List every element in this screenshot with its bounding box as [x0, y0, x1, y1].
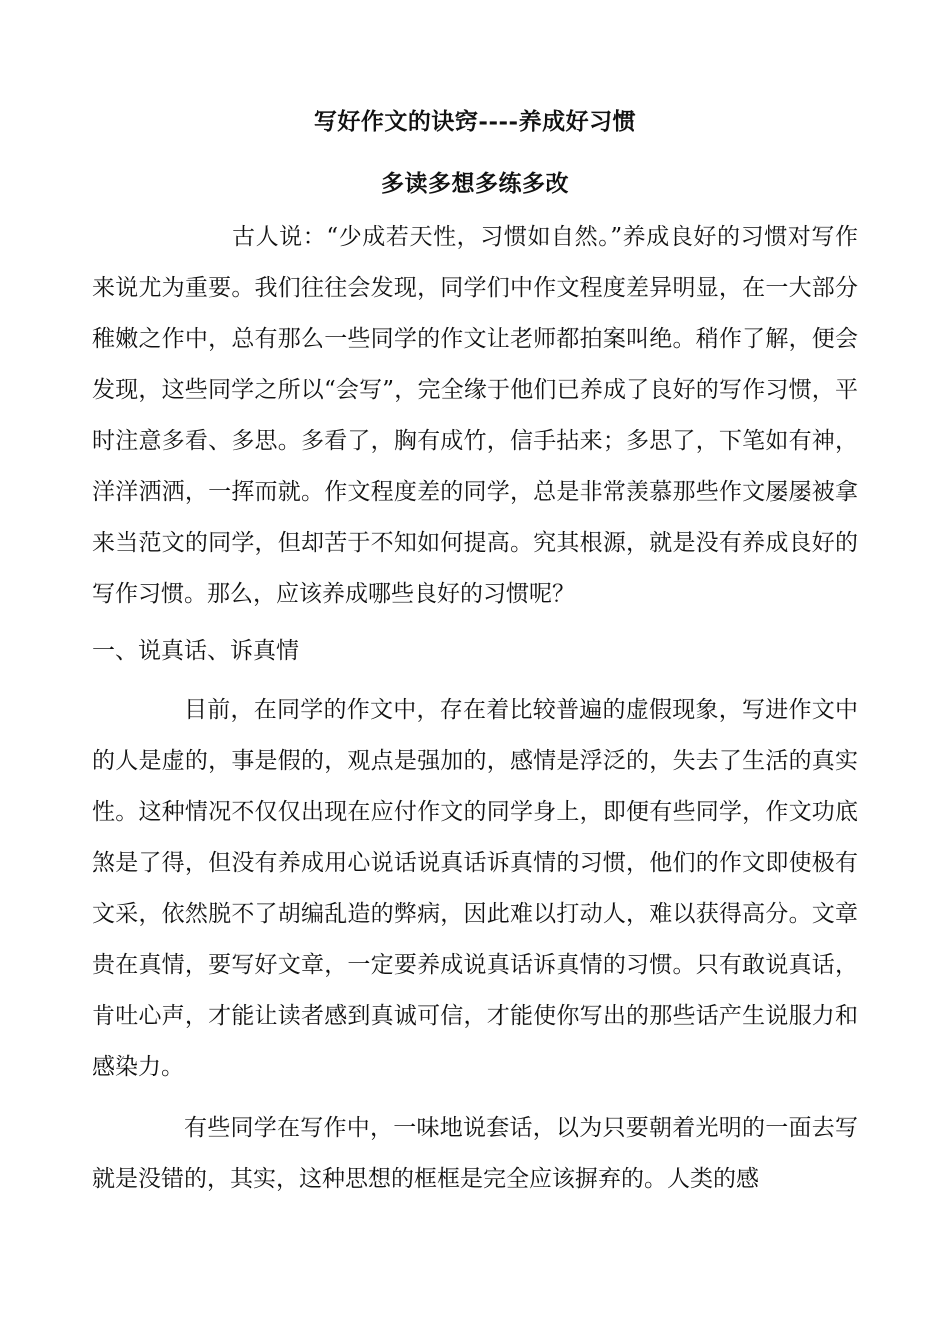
document-page [92, 100, 858, 1205]
document-title: 写好作文的诀窍----养成好习惯 [313, 108, 637, 135]
intro-paragraph: 古人说：“少成若天性，习惯如自然。”养成良好的习惯对写作来说尤为重要。我们往往会发现，同学们中作文程度差异明显，在一大部分稚嫩之作中，总有那么一些同学的作文让老师都拍案叫绝。稍作了解，便会发现，这些同学之所以“会写”，完全缘于他们已养成了良好的写作习惯，平时注意多看、多思。多看了，胸有成竹，信手拈来；多思了，下笔如有神，洋洋洒洒，一挥而就。作文程度差的同学，总是非常羡慕那些作文屡屡被拿来当范文的同学，但却苦于不知如何提高。究其根源，就是没有养成良好的写作习惯。那么，应该养成哪些良好的习惯呢？ [92, 224, 858, 607]
section1-paragraph-2: 有些同学在写作中，一味地说套话，以为只要朝着光明的一面去写就是没错的，其实，这种思想的框框是完全应该摒弃的。人类的感 [92, 1115, 858, 1192]
document-subtitle: 多读多想多练多改 [381, 170, 569, 197]
section1-paragraph-1: 目前，在同学的作文中，存在着比较普遍的虚假现象，写进作文中的人是虚的，事是假的，观点是强加的，感情是浮泛的，失去了生活的真实性。这种情况不仅仅出现在应付作文的同学身上，即便有些同学，作文功底煞是了得，但没有养成用心说话说真话诉真情的习惯，他们的作文即使极有文采，依然脱不了胡编乱造的弊病，因此难以打动人，难以获得高分。文章贵在真情，要写好文章，一定要养成说真话诉真情的习惯。只有敢说真话，肯吐心声，才能让读者感到真诚可信，才能使你写出的那些话产生说服力和感染力。 [92, 697, 858, 1080]
section-heading-1: 一、说真话、诉真情 [92, 638, 299, 664]
